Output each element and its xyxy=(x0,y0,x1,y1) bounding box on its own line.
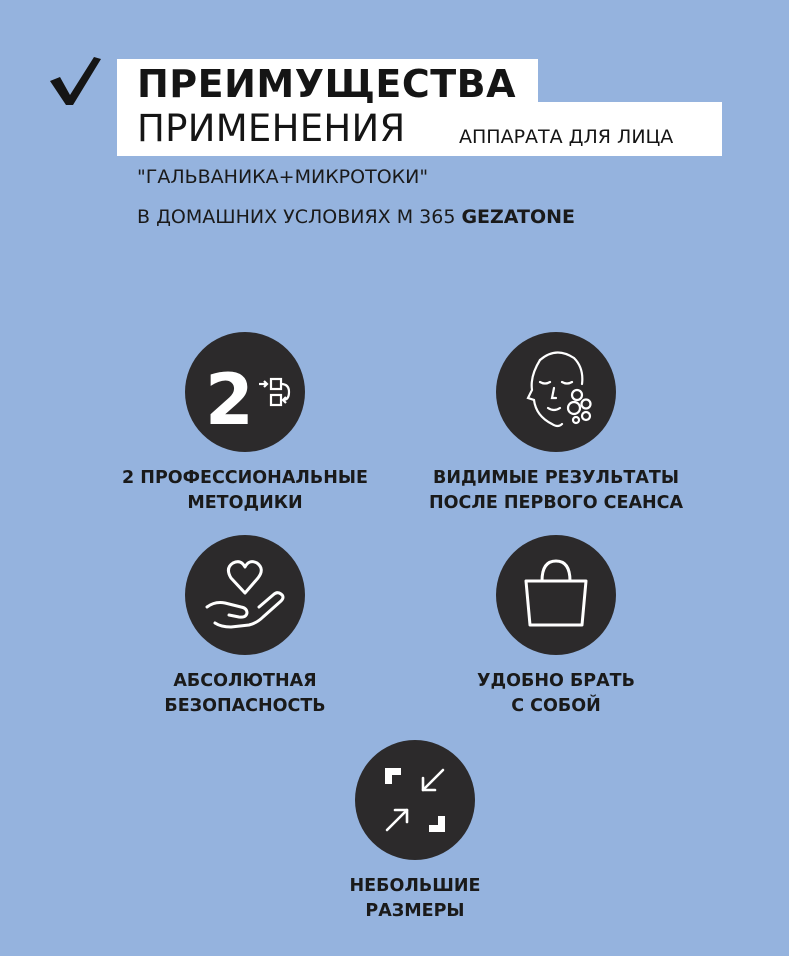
face-bubbles-icon xyxy=(496,332,616,452)
feature-small-size xyxy=(265,740,565,924)
svg-text:2: 2 xyxy=(205,359,254,441)
feature-label-line2: РАЗМЕРЫ xyxy=(365,901,465,921)
compress-arrows-icon xyxy=(355,740,475,860)
feature-label xyxy=(95,669,395,719)
feature-label-line1: УДОБНО БРАТЬ xyxy=(477,671,635,691)
feature-label-line1: 2 ПРОФЕССИОНАЛЬНЫЕ xyxy=(122,468,368,488)
feature-label-line2: МЕТОДИКИ xyxy=(187,493,303,513)
bag-icon xyxy=(496,535,616,655)
subtitle-model-text: В ДОМАШНИХ УСЛОВИЯХ М 365 xyxy=(137,206,456,228)
feature-label xyxy=(406,669,706,719)
subtitle-product: "ГАЛЬВАНИКА+МИКРОТОКИ" xyxy=(137,166,429,188)
page-title-line2: ПРИМЕНЕНИЯ xyxy=(137,107,406,150)
page-title-suffix: АППАРАТА ДЛЯ ЛИЦА xyxy=(459,126,674,148)
two-methods-icon xyxy=(185,332,305,452)
brand-name: GEZATONE xyxy=(461,206,576,228)
feature-label-line2: ПОСЛЕ ПЕРВОГО СЕАНСА xyxy=(428,493,684,513)
subtitle-model xyxy=(137,206,575,228)
feature-label xyxy=(265,874,565,924)
feature-portable xyxy=(406,535,706,719)
feature-label-line2: БЕЗОПАСНОСТЬ xyxy=(164,696,326,716)
feature-label-line1: АБСОЛЮТНАЯ xyxy=(173,671,317,691)
checkmark-icon xyxy=(48,55,102,107)
feature-absolute-safety xyxy=(95,535,395,719)
feature-label xyxy=(95,466,395,516)
feature-label-line2: С СОБОЙ xyxy=(511,696,601,716)
feature-professional-methods xyxy=(95,332,395,516)
feature-label-line1: НЕБОЛЬШИЕ xyxy=(349,876,481,896)
feature-visible-results xyxy=(406,332,706,516)
page-title: ПРЕИМУЩЕСТВА xyxy=(137,62,517,106)
heart-hand-icon xyxy=(185,535,305,655)
feature-label xyxy=(406,466,706,516)
feature-label-line1: ВИДИМЫЕ РЕЗУЛЬТАТЫ xyxy=(433,468,679,488)
